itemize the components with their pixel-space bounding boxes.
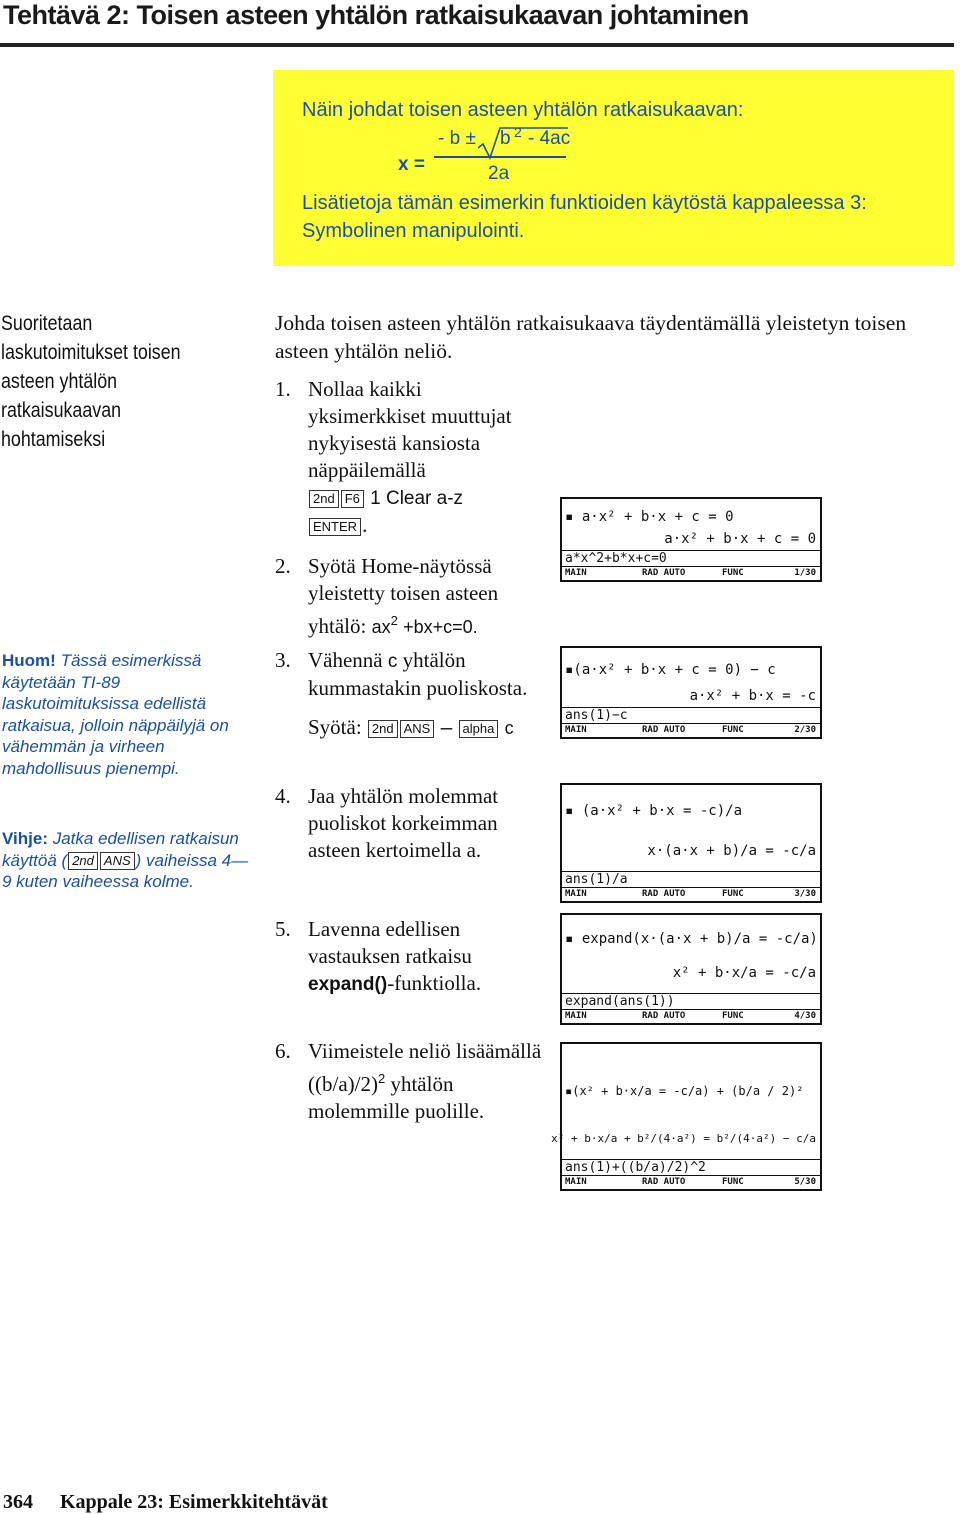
- status-bar: [562, 723, 820, 737]
- entry-line: ans(1)/a: [562, 871, 820, 887]
- status-func: FUNC: [722, 725, 744, 735]
- entry-line: ans(1)+((b/a)/2)^2: [562, 1159, 820, 1175]
- history-input: ▪ (a·x² + b·x = -c)/a: [565, 803, 743, 819]
- hint-label: Vihje:: [2, 829, 48, 848]
- key-2nd: 2nd: [309, 490, 339, 508]
- step-3-text-b: yhtälön kummastakin puoliskosta.: [308, 648, 528, 700]
- hint-text-a: Jatka edellisen ratkaisun käyttöä (: [2, 829, 239, 870]
- step-number: 3.: [275, 648, 291, 672]
- side-heading-line: ratkaisukaavan: [1, 399, 122, 422]
- status-bar: [562, 566, 820, 580]
- lead-paragraph: Johda toisen asteen yhtälön ratkaisukaava täydentämällä yleistetyn toisen asteen yhtälön neliö.: [275, 311, 907, 363]
- key-f6: F6: [341, 490, 364, 508]
- entry-line: a*x^2+b*x+c=0: [562, 550, 820, 566]
- step-5-text-a: Lavenna edellisen vastauksen ratkaisu: [308, 917, 472, 968]
- step-number: 4.: [275, 784, 291, 808]
- side-heading-line: hohtamiseksi: [1, 428, 106, 451]
- step-3-tail: c: [504, 718, 514, 738]
- key-ans: ANS: [100, 852, 135, 870]
- status-mode: RAD AUTO: [642, 889, 686, 899]
- entry-line: ans(1)−c: [562, 707, 820, 723]
- step-6: [308, 1038, 548, 1125]
- status-mode: RAD AUTO: [642, 1177, 686, 1187]
- status-folder: MAIN: [565, 1011, 587, 1021]
- step-1-tail: 1 Clear a-z: [370, 488, 464, 509]
- quadratic-formula: [390, 126, 590, 186]
- side-heading: [1, 309, 222, 454]
- status-page: 1/30: [794, 568, 816, 578]
- chapter-title: Kappale 23: Esimerkkitehtävät: [60, 1491, 328, 1513]
- status-page: 4/30: [794, 1011, 816, 1021]
- minus-sign: –: [440, 716, 453, 739]
- title-rule: [0, 43, 954, 47]
- step-2-eq: ax: [371, 617, 391, 637]
- step-1-end: .: [362, 513, 368, 537]
- page-title: Tehtävä 2: Toisen asteen yhtälön ratkaisukaavan johtaminen: [3, 0, 749, 30]
- status-func: FUNC: [722, 1177, 744, 1187]
- intro-line2: Lisätietoja tämän esimerkin funktioiden käytöstä kappaleessa 3:: [302, 192, 867, 214]
- step-5-text-b: -funktiolla.: [387, 971, 482, 995]
- page-number: 364: [3, 1491, 33, 1513]
- history-input: ▪ expand(x·(a·x + b)/a = -c/a): [565, 931, 818, 947]
- step-2-text: Syötä Home-näytössä yleistetty toisen asteen yhtälö:: [308, 554, 499, 638]
- status-page: 5/30: [794, 1177, 816, 1187]
- status-bar: [562, 1175, 820, 1189]
- syota-label: Syötä:: [308, 715, 362, 739]
- step-number: 1.: [275, 377, 291, 401]
- side-heading-line: Suoritetaan: [1, 312, 93, 335]
- page-footer: [3, 1491, 328, 1514]
- calculator-screen-1: [560, 497, 822, 582]
- status-folder: MAIN: [565, 1177, 587, 1187]
- entry-line: expand(ans(1)): [562, 993, 820, 1009]
- status-page: 2/30: [794, 725, 816, 735]
- hint-text-b: ) vaiheissa 4—9 kuten vaiheessa kolme.: [2, 850, 249, 891]
- history-result: x·(a·x + b)/a = -c/a: [647, 843, 816, 859]
- formula-numerator-b: b: [500, 128, 511, 149]
- history-result: a·x² + b·x = -c: [689, 688, 816, 704]
- key-ans: ANS: [400, 720, 435, 738]
- expand-function: expand(): [308, 974, 388, 995]
- status-func: FUNC: [722, 1011, 744, 1021]
- status-folder: MAIN: [565, 725, 587, 735]
- status-func: FUNC: [722, 889, 744, 899]
- status-folder: MAIN: [565, 568, 587, 578]
- hint: [2, 828, 252, 893]
- calculator-screen-4: [560, 913, 822, 1025]
- step-1-text: Nollaa kaikki yksimerkkiset muuttujat nykyisestä kansiosta näppäilemällä: [308, 377, 512, 482]
- formula-exponent: 2: [514, 124, 522, 140]
- step-4-text: Jaa yhtälön molemmat puoliskot korkeimman asteen kertoimella a.: [308, 784, 499, 862]
- formula-denominator: 2a: [488, 163, 510, 184]
- key-2nd: 2nd: [368, 720, 398, 738]
- status-mode: RAD AUTO: [642, 568, 686, 578]
- key-alpha: alpha: [459, 720, 499, 738]
- formula-lhs: x =: [398, 154, 425, 175]
- step-2-eq2: +bx+c=0.: [403, 617, 478, 637]
- step-number: 5.: [275, 917, 291, 941]
- status-page: 3/30: [794, 889, 816, 899]
- step-3-c: c: [387, 651, 398, 672]
- history-input: ▪(a·x² + b·x + c = 0) − c: [565, 662, 776, 678]
- history-result: x² + b·x/a + b²/(4·a²) = b²/(4·a²) − c/a: [551, 1132, 816, 1145]
- status-mode: RAD AUTO: [642, 725, 686, 735]
- fraction-bar: [434, 156, 566, 158]
- status-bar: [562, 887, 820, 901]
- side-heading-line: asteen yhtälön: [1, 370, 118, 393]
- side-heading-line: laskutoimitukset toisen: [1, 341, 181, 364]
- step-5: [308, 916, 548, 998]
- status-func: FUNC: [722, 568, 744, 578]
- formula-numerator-c: - 4ac: [528, 128, 571, 149]
- intro-line1: Näin johdat toisen asteen yhtälön ratkaisukaavan:: [302, 99, 744, 121]
- note-label: Huom!: [2, 651, 56, 670]
- status-bar: [562, 1009, 820, 1023]
- note-text: Tässä esimerkissä käytetään TI-89 laskutoimituksissa edellistä ratkaisua, jolloin näppäilyjä on vähemmän ja virheen mahdollisuus pienempi.: [2, 651, 229, 778]
- step-2-exp: 2: [390, 613, 398, 628]
- step-3: [308, 647, 548, 742]
- history-input: ▪(x² + b·x/a = -c/a) + (b/a / 2)²: [565, 1084, 804, 1098]
- history-result: x² + b·x/a = -c/a: [672, 965, 816, 981]
- calculator-screen-5: [551, 1042, 822, 1191]
- history-input: ▪ a·x² + b·x + c = 0: [565, 509, 734, 525]
- status-folder: MAIN: [565, 889, 587, 899]
- step-3-keys: [308, 714, 548, 742]
- step-6-text-a: Viimeistele neliö lisäämällä ((b/a)/2): [308, 1039, 542, 1096]
- step-6-exp: 2: [377, 1071, 386, 1086]
- key-2nd: 2nd: [68, 852, 98, 870]
- note: [2, 650, 237, 779]
- history-result: a·x² + b·x + c = 0: [664, 531, 816, 547]
- status-mode: RAD AUTO: [642, 1011, 686, 1021]
- step-1: [308, 376, 543, 539]
- step-3-text-a: Vähennä: [308, 648, 383, 672]
- intro-line3: Symbolinen manipulointi.: [302, 220, 525, 242]
- calculator-screen-2: [560, 646, 822, 739]
- formula-numerator-a: - b ±: [438, 128, 476, 149]
- step-number: 2.: [275, 554, 291, 578]
- step-6-text-b: yhtälön molemmille puolille.: [308, 1072, 485, 1123]
- calculator-screen-3: [560, 783, 822, 903]
- key-enter: ENTER: [309, 518, 361, 536]
- step-2: [308, 553, 548, 641]
- step-number: 6.: [275, 1039, 291, 1063]
